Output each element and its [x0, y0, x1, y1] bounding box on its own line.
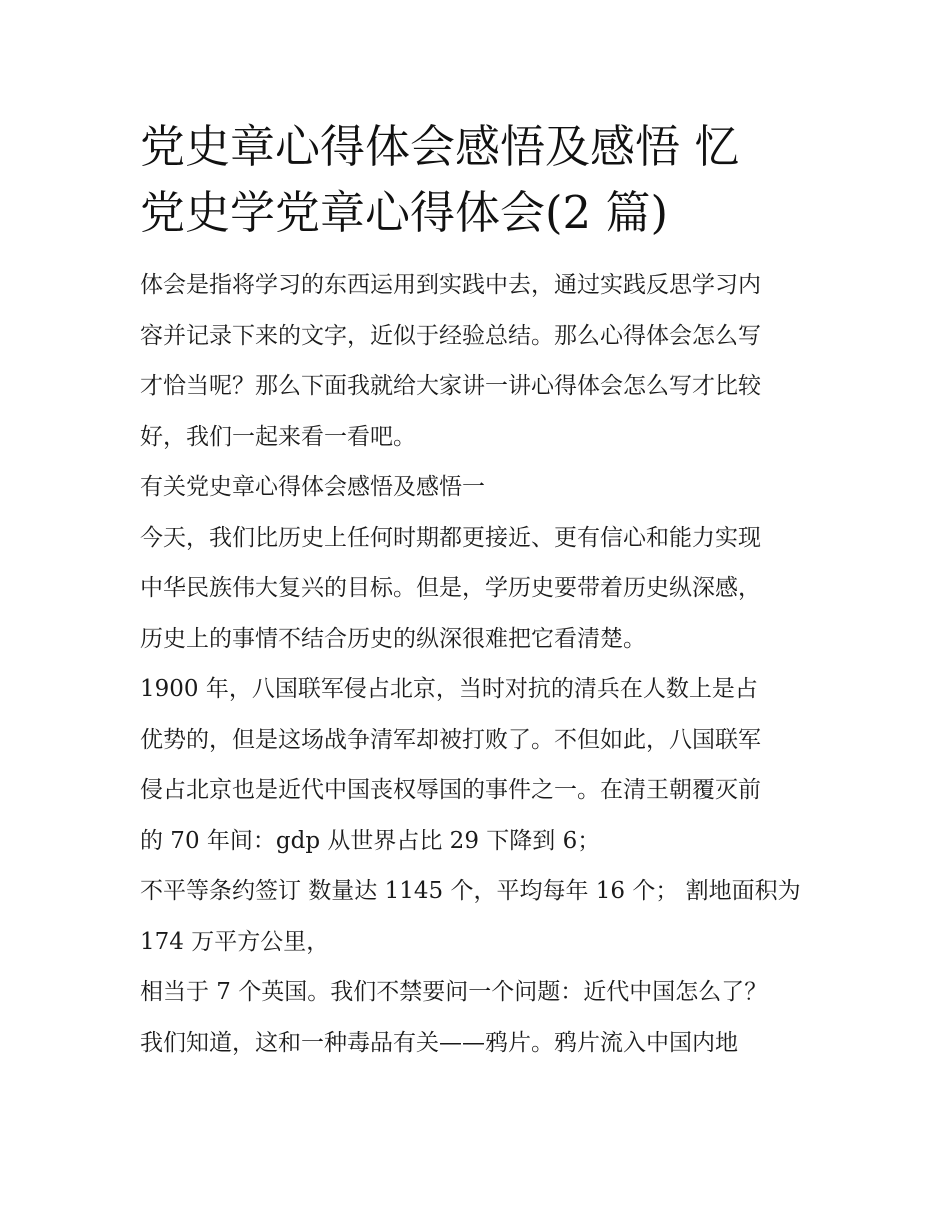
text-line: 侵占北京也是近代中国丧权辱国的事件之一。在清王朝覆灭前 — [140, 777, 761, 803]
document-content — [140, 114, 820, 1068]
text-line: 优势的，但是这场战争清军却被打败了。不但如此，八国联军 — [140, 726, 761, 753]
document-title — [140, 114, 820, 246]
text-line: 才恰当呢？那么下面我就给大家讲一讲心得体会怎么写才比较 — [140, 373, 761, 399]
text-line: 我们知道，这和一种毒品有关——鸦片。鸦片流入中国内地 — [140, 1029, 738, 1056]
text-line: 的 70 年间：gdp 从世界占比 29 下降到 6； — [140, 827, 601, 854]
paragraph-opium — [140, 967, 820, 1068]
text-line: 有关党史章心得体会感悟及感悟一 — [140, 474, 485, 500]
text-line: 历史上的事情不结合历史的纵深很难把它看清楚。 — [140, 625, 646, 652]
text-line: 相当于 7 个英国。我们不禁要问一个问题：近代中国怎么了？ — [140, 979, 768, 1005]
paragraph-intro — [140, 260, 820, 462]
text-line: 1900 年，八国联军侵占北京，当时对抗的清兵在人数上是占 — [140, 676, 758, 702]
section-heading — [140, 462, 820, 513]
text-line: 今天，我们比历史上任何时期都更接近、更有信心和能力实现 — [140, 524, 761, 551]
text-line: 容并记录下来的文字，近似于经验总结。那么心得体会怎么写 — [140, 322, 761, 349]
title-line: 党史章心得体会感悟及感悟 忆 — [140, 120, 740, 173]
document-body — [140, 260, 820, 1068]
text-line: 中华民族伟大复兴的目标。但是，学历史要带着历史纵深感， — [140, 575, 761, 601]
text-line: 好，我们一起来看一看吧。 — [140, 423, 416, 450]
paragraph-treaties — [140, 866, 820, 967]
paragraph-today — [140, 513, 820, 665]
paragraph-1900 — [140, 664, 820, 866]
title-line: 党史学党章心得体会(2 篇) — [140, 186, 669, 239]
text-line: 174 万平方公里， — [140, 928, 330, 955]
text-line: 体会是指将学习的东西运用到实践中去，通过实践反思学习内 — [140, 272, 761, 298]
text-line: 不平等条约签订 数量达 1145 个，平均每年 16 个； 割地面积为 — [140, 878, 801, 904]
